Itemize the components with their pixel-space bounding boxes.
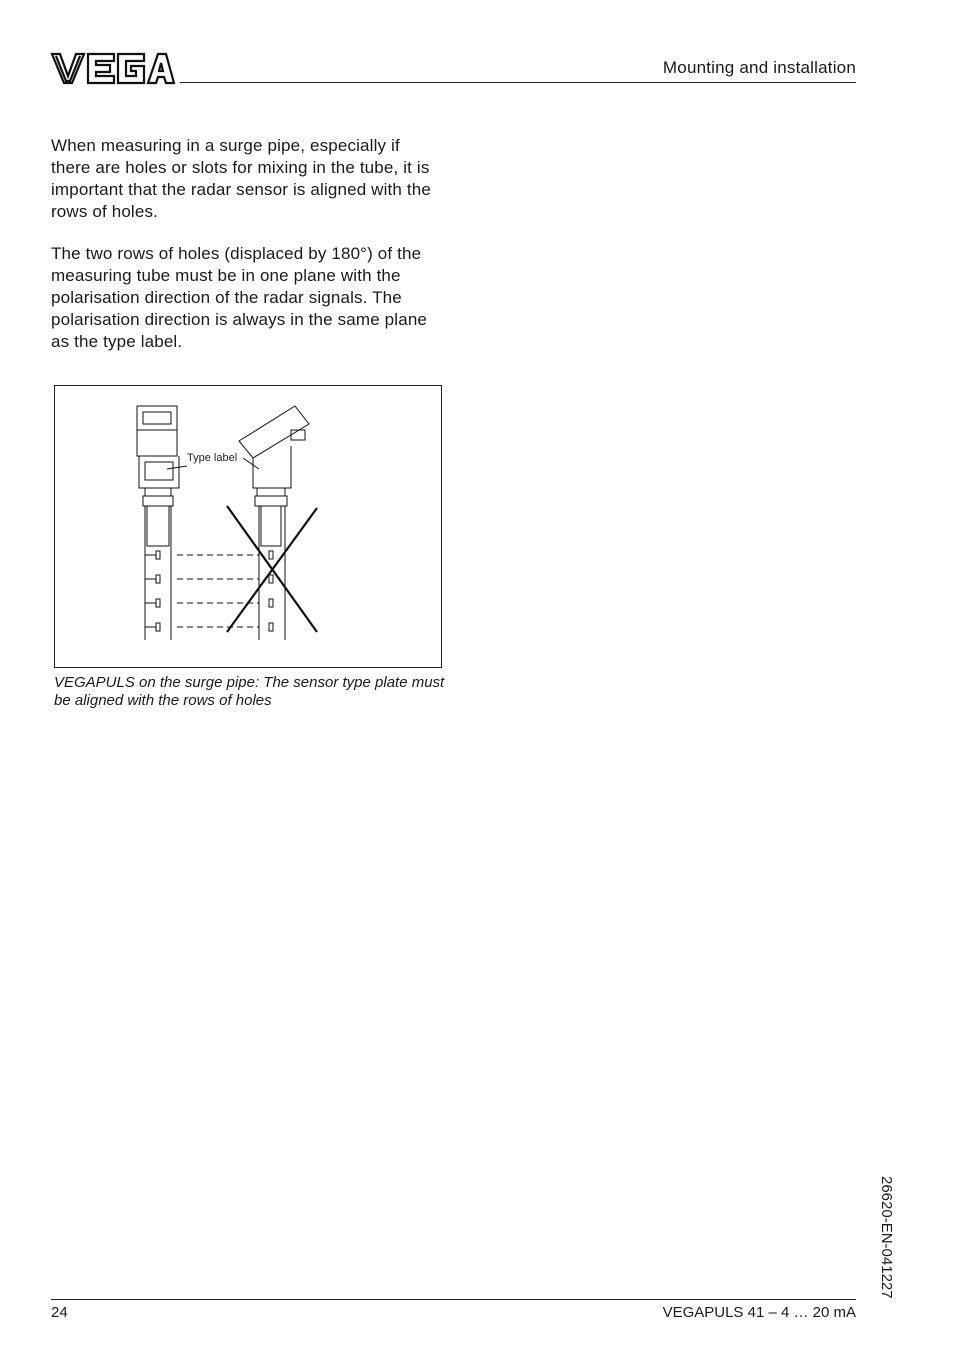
vega-logo	[50, 50, 176, 86]
type-label-text: Type label	[187, 452, 238, 464]
sensor-diagram	[55, 386, 443, 669]
product-name: VEGAPULS 41 – 4 … 20 mA	[662, 1304, 856, 1321]
section-title: Mounting and installation	[662, 58, 856, 77]
document-id: 26620-EN-041227	[878, 1176, 895, 1299]
cross-mark	[227, 506, 317, 632]
figure-caption: VEGAPULS on the surge pipe: The sensor type plate must be aligned with the rows of holes	[54, 674, 445, 709]
footer-rule	[51, 1299, 856, 1300]
paragraph-rows-of-holes: The two rows of holes (displaced by 180°) of the measuring tube must be in one plane with the polarisation direction of the radar signals. The polarisation direction is always in the same plane as the type label.	[51, 244, 428, 351]
left-hole-row	[145, 551, 160, 631]
right-hole-row	[269, 551, 273, 631]
paragraph-surge-pipe: When measuring in a surge pipe, especially if there are holes or slots for mixing in the tube, it is important that the radar sensor is aligned with the rows of holes.	[51, 136, 431, 221]
figure-surge-pipe	[54, 385, 442, 668]
header-rule	[180, 82, 856, 83]
right-sensor-head	[239, 406, 309, 458]
left-type-plate	[145, 462, 173, 480]
alignment-lines	[177, 555, 259, 627]
page-number: 24	[51, 1304, 68, 1321]
